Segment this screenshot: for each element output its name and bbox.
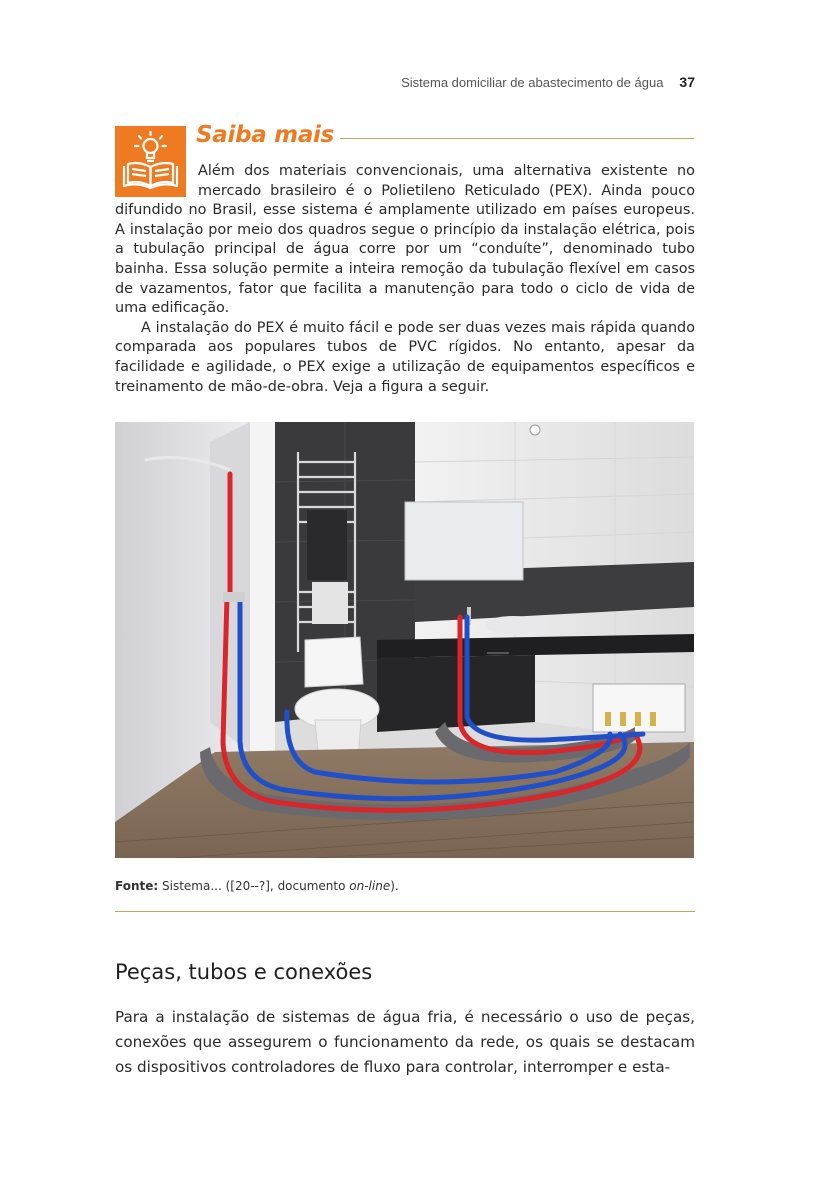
saiba-mais-title: Saiba mais bbox=[196, 122, 335, 148]
figure-source-italic: on-line bbox=[349, 879, 391, 893]
figure-divider bbox=[115, 911, 695, 912]
running-head-title: Sistema domiciliar de abastecimento de água bbox=[401, 75, 664, 90]
saiba-mais-body bbox=[115, 162, 695, 397]
figure-source-label: Fonte: bbox=[115, 879, 159, 893]
figure-source bbox=[115, 879, 399, 893]
section-heading: Peças, tubos e conexões bbox=[115, 960, 373, 984]
saiba-mais-paragraph-2: A instalação do PEX é muito fácil e pode ser duas vezes mais rápida quando comparada aos populares tubos de PVC rígidos. No entanto, apesar da facilidade e agilidade, o PEX exige a utilização de equipamentos específicos e treinamento de mão-de-obra. Veja a figura a seguir. bbox=[115, 319, 695, 395]
bathroom-illustration bbox=[115, 422, 694, 858]
figure-source-text: Sistema... ([20--?], documento bbox=[162, 879, 346, 893]
saiba-mais-paragraph-1: Além dos materiais convencionais, uma alternativa existente no mercado brasileiro é o Polietileno Reticulado (PEX). Ainda pouco difundido no Brasil, esse sistema é amplamente utilizado em países europeus. A instalação por meio dos quadros segue o princípio da instalação elétrica, pois a tubulação principal de água corre por um “conduíte”, denominado tubo bainha. Essa solução permite a inteira remoção da tubulação flexível em casos de vazamentos, fator que facilita a manutenção para todo o ciclo de vida de uma edificação. bbox=[115, 163, 695, 317]
saiba-mais-divider bbox=[340, 138, 694, 139]
section-paragraph: Para a instalação de sistemas de água fria, é necessário o uso de peças, conexões que assegurem o funcionamento da rede, os quais se destacam os dispositivos controladores de fluxo para controlar, interromper e esta- bbox=[115, 1008, 695, 1076]
figure-source-end: ). bbox=[390, 879, 399, 893]
pex-bathroom-figure bbox=[115, 422, 694, 858]
running-head bbox=[115, 74, 695, 90]
page-number: 37 bbox=[679, 74, 695, 90]
